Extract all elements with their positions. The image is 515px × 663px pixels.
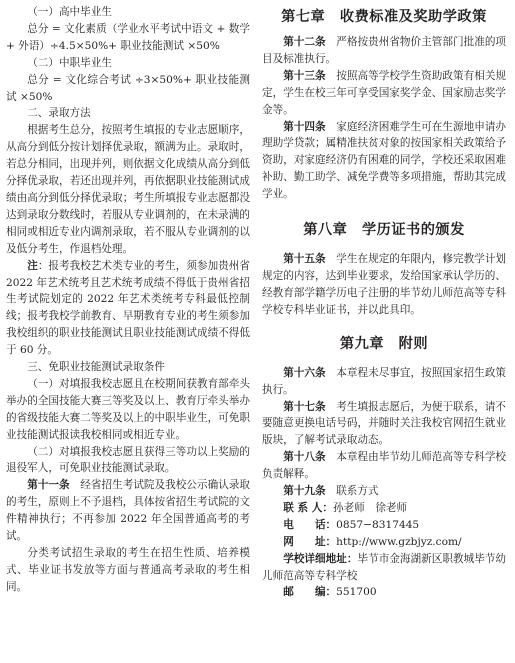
section-admission-method: 二、录取方法	[27, 107, 91, 120]
phone-label: 电 话：	[283, 518, 337, 531]
note-text: ：报考我校艺术类专业的考生，须参加贵州省 2022 年艺术统考且艺术统考成绩不得低于贵州省招生考试院划定的 2022 年艺术类统考专科最低控制线；报考我校学前教育、早期教育专业的考生须参加我校组织的职业技能测试且职业技能测试成绩不得低于 60 分。	[6, 259, 251, 357]
note-label: 注	[27, 259, 38, 272]
article-17-text: 考生填报志愿后，为便于联系，请不要随意更换电话号码，并随时关注我校官网招生就业版块，了解考试录取动态。	[262, 400, 507, 447]
zip-line	[262, 584, 506, 601]
article-17	[262, 399, 506, 450]
article-13-label: 第十三条	[283, 69, 326, 82]
article-15	[262, 251, 506, 319]
formula-vocational: 总分 = 文化综合考试 ÷3×50%+ 职业技能测试 ×50%	[6, 73, 250, 103]
article-12	[262, 34, 506, 68]
article-16-text: 本章程未尽事宜，按照国家招生政策执行。	[262, 366, 507, 396]
paragraph-exemption-2: （二）对填报我校志愿且获得三等功以上奖励的退役军人，可免职业技能测试录取。	[6, 445, 250, 475]
paragraph-equivalence: 分类考试招生录取的考生在招生性质、培养模式、毕业证书发放等方面与普通高考录取的考生相同。	[6, 547, 250, 593]
article-19	[262, 483, 506, 500]
subheading-vocational: （二）中职毕业生	[27, 56, 112, 69]
chapter-8-heading: 第八章 学历证书的颁发	[303, 222, 465, 239]
subheading-high-school: （一）高中毕业生	[27, 6, 112, 18]
article-18	[262, 449, 506, 483]
formula-high-school: 总分 = 文化素质（学业水平考试中语文 + 数学 + 外语）÷4.5×50%+ 职业技能测试 ×50%	[6, 22, 250, 52]
chapter-9-heading: 第九章 附则	[339, 335, 429, 352]
article-14-label: 第十四条	[283, 120, 326, 133]
article-11	[6, 477, 250, 545]
article-18-text: 本章程由毕节幼儿师范高等专科学校负责解释。	[262, 451, 507, 481]
section-exemption: 三、免职业技能测试录取条件	[27, 361, 165, 374]
website-link[interactable]: http://www.gzbjyz.com/	[336, 535, 462, 548]
website-line	[262, 534, 506, 551]
article-12-label: 第十二条	[283, 36, 326, 48]
article-15-label: 第十五条	[283, 253, 326, 266]
article-17-label: 第十七条	[283, 400, 326, 413]
article-19-label: 第十九条	[283, 485, 326, 498]
chapter-7-heading: 第七章 收费标准及奖助学政策	[281, 9, 487, 25]
right-column	[262, 4, 506, 601]
website-label: 网 址：	[283, 535, 337, 548]
contact-person-label: 联 系 人：	[283, 501, 333, 514]
address-line	[262, 551, 506, 585]
article-11-label: 第十一条	[27, 479, 70, 492]
article-14	[262, 119, 506, 204]
article-13-text: 按照高等学校学生资助政策有相关规定，学生在校三年可享受国家奖学金、国家励志奖学金等。	[262, 69, 507, 116]
article-16	[262, 365, 506, 399]
address-value: 毕节市金海湖新区职教城毕节幼儿师范高等专科学校	[262, 552, 507, 582]
article-12-text: 严格按贵州省物价主管部门批准的项目及标准执行。	[262, 36, 507, 65]
paragraph-exemption-1: （一）对填报我校志愿且在校期间获教育部牵头举办的全国技能大赛三等奖及以上、教育厅牵头举办的省级技能大赛二等奖及以上的中职毕业生，可免职业技能测试报读我校相同或相近专业。	[6, 377, 250, 441]
article-13	[262, 68, 506, 119]
article-16-label: 第十六条	[283, 366, 326, 379]
zip-value: 551700	[336, 586, 377, 599]
contact-person-value: 孙老师 徐老师	[332, 501, 408, 514]
article-15-text: 学生在规定的年限内，修完教学计划规定的内容，达到毕业要求，发给国家承认学历的、经教育部学籍学历电子注册的毕节幼儿师范高等专科学校专科毕业证书，并以此具印。	[262, 253, 507, 316]
article-11-text: 经省招生考试院及我校公示确认录取的考生，原则上不予退档，具体按省招生考试院的文件精神执行；不再参加 2022 年全国普通高考的考试。	[6, 479, 251, 543]
paragraph-note	[6, 258, 250, 359]
contact-person-line	[262, 500, 506, 517]
address-label: 学校详细地址：	[283, 552, 358, 565]
paragraph-admission-rules: 根据考生总分，按照考生填报的专业志愿顺序，从高分到低分按计划择优录取，额满为止。录取时，若总分相同，出现并列，则依据文化成绩从高分到低分择优录取，若还出现并列，再依据职业技能测试成绩由高分到低分择优录取；考生所填报专业志愿都没达到录取分数线时，若服从专业调剂的，在未录满的相同或相近专业内调剂录取，若不服从专业调剂的以及低分考生，作退档处理。	[6, 124, 250, 255]
article-18-label: 第十八条	[283, 451, 326, 464]
phone-value: 0857−8317445	[336, 518, 420, 531]
phone-line	[262, 517, 506, 534]
article-14-text: 家庭经济困难学生可在生源地申请办理助学贷款；属精准扶贫对象的按国家相关政策给予资助，对家庭经济仍有困难的同学，学校还采取困难补助、勤工助学、减免学费等多项措施，帮助其完成学业。	[262, 120, 507, 201]
zip-label: 邮 编：	[283, 586, 337, 599]
article-19-text: 联系方式	[336, 485, 379, 498]
left-column	[6, 4, 250, 596]
